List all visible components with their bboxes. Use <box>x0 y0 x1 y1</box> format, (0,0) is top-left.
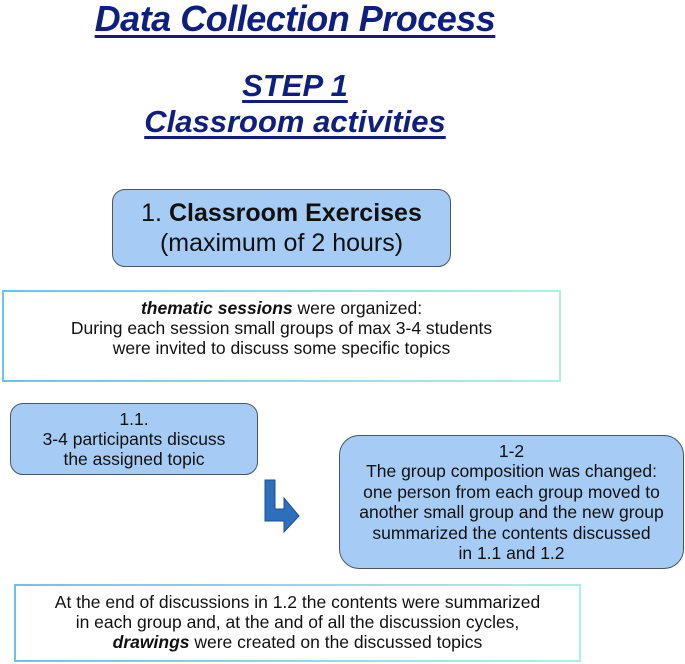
classroom-exercises-box <box>112 189 451 267</box>
thematic-line-1-rest: were organized: <box>292 298 423 318</box>
thematic-sessions-box <box>2 290 561 382</box>
step-1-1-id: 1.1. <box>119 409 149 429</box>
step-1-2-line-5: in 1.1 and 1.2 <box>458 543 565 563</box>
exercises-label: Classroom Exercises <box>168 199 422 227</box>
final-line-2: in each group and, at the and of all the discussion cycles, <box>75 612 520 632</box>
step-1-2-line-2: one person from each group moved to <box>363 481 660 502</box>
exercises-number: 1. <box>141 199 162 227</box>
step-1-1-box <box>10 403 258 475</box>
page-title: Data Collection Process <box>94 0 496 39</box>
exercises-duration: (maximum of 2 hours) <box>159 229 404 257</box>
final-line-3-rest: were created on the discussed topics <box>189 632 483 652</box>
step-subtitle: Classroom activities <box>144 104 446 139</box>
final-line-3 <box>16 632 579 652</box>
step-1-2-box <box>339 435 684 569</box>
step-1-2-line-1: The group composition was changed: <box>366 461 657 481</box>
step-1-2-id: 1-2 <box>498 440 525 461</box>
step-1-2-line-4: summarized the contents discussed <box>372 522 651 543</box>
step-1-1-line-1: 3-4 participants discuss <box>42 429 226 449</box>
final-summary-box <box>14 584 581 662</box>
thematic-emphasis: thematic sessions <box>140 298 293 318</box>
bent-arrow-down-right-icon <box>264 479 300 533</box>
final-line-1: At the end of discussions in 1.2 the contents were summarized <box>54 592 541 612</box>
final-emphasis: drawings <box>112 632 190 652</box>
thematic-line-2: During each session small groups of max 3-4 students <box>70 318 493 338</box>
exercises-heading <box>113 198 450 228</box>
step-1-2-line-3: another small group and the new group <box>359 502 664 522</box>
step-1-1-line-2: the assigned topic <box>63 449 205 469</box>
step-title: STEP 1 <box>242 68 348 103</box>
thematic-line-3: were invited to discuss some specific topics <box>112 338 451 358</box>
thematic-line-1 <box>4 298 559 318</box>
